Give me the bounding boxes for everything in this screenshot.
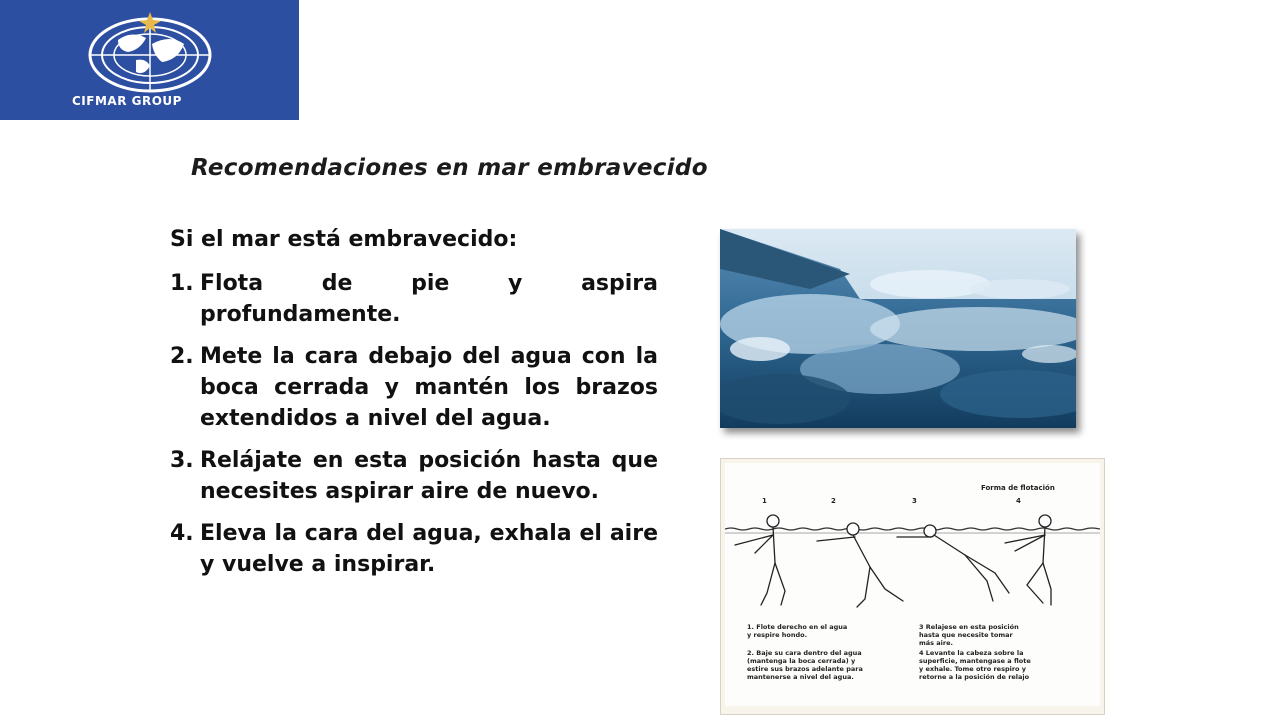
company-logo	[0, 0, 299, 120]
step-number: 2.	[170, 344, 194, 369]
rough-sea-photo	[720, 229, 1076, 428]
step-number: 3.	[170, 448, 194, 473]
figure-number: 2	[831, 497, 836, 505]
step-number: 4.	[170, 521, 194, 546]
floating-technique-diagram	[720, 458, 1105, 715]
list-item	[170, 445, 658, 507]
diagram-caption: 1. Flote derecho en el agua y respire hondo.	[747, 623, 848, 639]
step-number: 1.	[170, 271, 194, 296]
diagram-caption: 4 Levante la cabeza sobre la superficie, mantengase a flote y exhale. Tome otro respiro y retorne a la posición de relajo	[919, 649, 1031, 681]
slide-title: Recomendaciones en mar embravecido	[191, 155, 708, 181]
step-text: Flota de pie y aspira profundamente.	[200, 271, 658, 327]
list-item	[170, 268, 658, 330]
swimmer-figures	[725, 463, 1100, 613]
step-text: Relájate en esta posición hasta que necesites aspirar aire de nuevo.	[200, 448, 658, 504]
diagram-heading: Forma de flotación	[981, 484, 1055, 492]
step-text: Mete la cara debajo del agua con la boca cerrada y mantén los brazos extendidos a nivel del agua.	[200, 344, 658, 431]
intro-text: Si el mar está embravecido:	[170, 227, 518, 252]
figure-number: 3	[912, 497, 917, 505]
figure-number: 1	[762, 497, 767, 505]
diagram-caption: 3 Relajese en esta posición hasta que necesite tomar más aire.	[919, 623, 1019, 647]
list-item	[170, 518, 658, 580]
step-text: Eleva la cara del agua, exhala el aire y vuelve a inspirar.	[200, 521, 658, 577]
steps-list	[170, 268, 658, 580]
diagram-caption: 2. Baje su cara dentro del agua (mantenga la boca cerrada) y estire sus brazos adelante para mantenerse a nivel del agua.	[747, 649, 863, 681]
logo-text: CIFMAR GROUP	[72, 94, 182, 108]
figure-number: 4	[1016, 497, 1021, 505]
instructions	[170, 224, 658, 591]
list-item	[170, 341, 658, 434]
